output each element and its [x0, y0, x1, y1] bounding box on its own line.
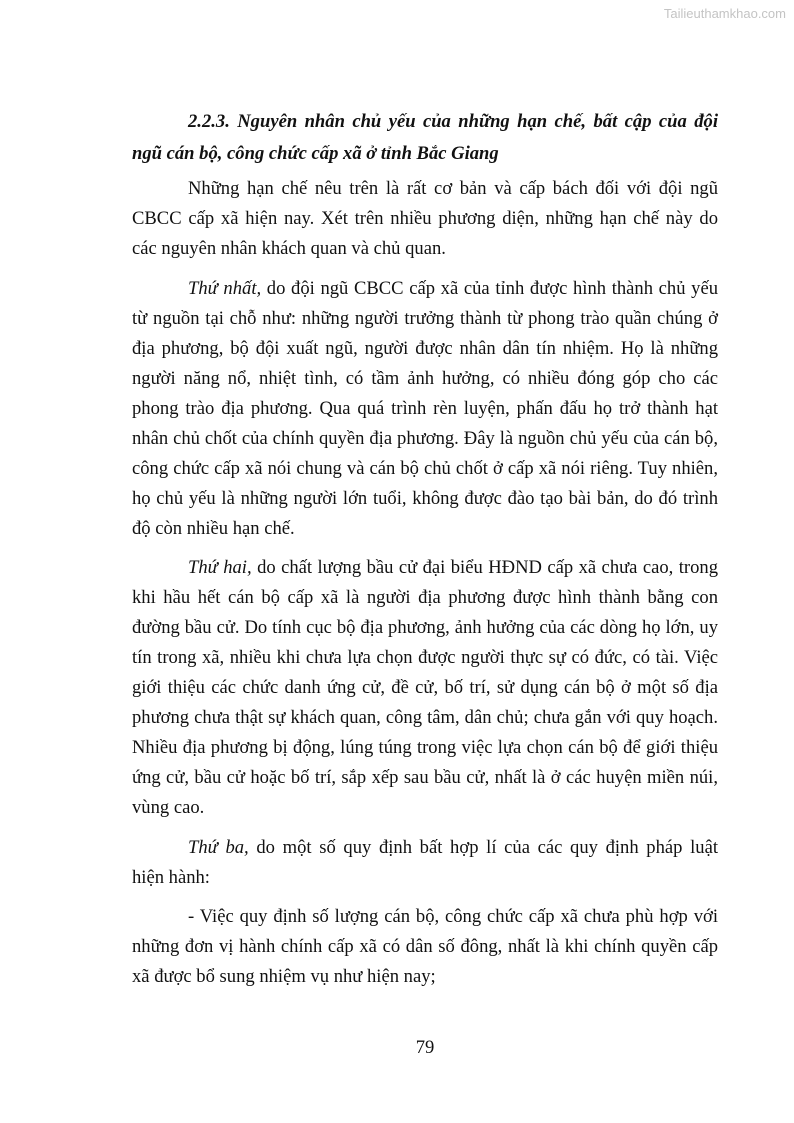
- paragraph: [132, 902, 718, 992]
- watermark-text: Tailieuthamkhao.com: [663, 6, 786, 21]
- paragraph-lead: Thứ ba,: [188, 836, 249, 858]
- paragraph: [132, 274, 718, 544]
- paragraph-line: [132, 833, 718, 863]
- paragraph-line: xã được bổ sung nhiệm vụ như hiện nay;: [132, 966, 436, 987]
- paragraph-lead: Thứ nhất,: [188, 277, 262, 299]
- paragraph-line: hiện hành:: [132, 866, 210, 888]
- paragraph-line: tín trong xã, nhiều khi chưa lựa chọn được người thực sự có đức, có tài. Việc: [132, 647, 718, 668]
- paragraph-line: người năng nổ, nhiệt tình, có tầm ảnh hưởng, có nhiều đóng góp cho các: [132, 367, 718, 389]
- document-body: [132, 106, 718, 992]
- paragraph: [132, 833, 718, 893]
- paragraph-line: những đơn vị hành chính cấp xã có dân số đông, nhất là khi chính quyền cấp: [132, 936, 718, 957]
- paragraph-line: [132, 274, 718, 304]
- paragraph: [132, 553, 718, 823]
- paragraph-line: nhân chủ chốt của chính quyền địa phương. Đây là nguồn chủ yếu của cán bộ,: [132, 427, 718, 449]
- paragraph-line: phong trào địa phương. Qua quá trình rèn luyện, phấn đấu họ trở thành hạt: [132, 397, 718, 419]
- paragraph-lead: Thứ hai,: [188, 557, 252, 578]
- paragraph-line: họ chủ yếu là những người lớn tuổi, không được đào tạo bài bản, do đó trình: [132, 487, 718, 509]
- paragraph-line: Những hạn chế nêu trên là rất cơ bản và cấp bách đối với đội ngũ: [188, 178, 718, 199]
- paragraph-line: công chức cấp xã nói chung và cán bộ chủ chốt ở cấp xã nói riêng. Tuy nhiên,: [132, 457, 718, 479]
- heading-line: ngũ cán bộ, công chức cấp xã ở tỉnh Bắc Giang: [132, 143, 499, 164]
- paragraph-line: các nguyên nhân khách quan và chủ quan.: [132, 238, 446, 259]
- paragraph-line: khi hầu hết cán bộ cấp xã là người địa phương được hình thành bằng con: [132, 587, 718, 608]
- paragraph-line: giới thiệu các chức danh ứng cử, đề cử, bố trí, sử dụng cán bộ ở một số địa: [132, 677, 718, 698]
- page-number: 79: [415, 1037, 435, 1058]
- paragraph-line: vùng cao.: [132, 797, 205, 818]
- paragraph-line: từ nguồn tại chỗ như: những người trưởng thành từ phong trào quần chúng ở: [132, 307, 718, 329]
- paragraph-text: do chất lượng bầu cử đại biểu HĐND cấp xã chưa cao, trong: [257, 557, 718, 578]
- heading-line: 2.2.3. Nguyên nhân chủ yếu của những hạn chế, bất cập của đội: [188, 111, 718, 132]
- paragraph: [132, 174, 718, 264]
- paragraph-line: CBCC cấp xã hiện nay. Xét trên nhiều phương diện, những hạn chế này do: [132, 208, 718, 229]
- paragraph-line: phương chưa thật sự khách quan, công tâm, dân chủ; chưa gắn với quy hoạch.: [132, 707, 718, 728]
- paragraph-line: - Việc quy định số lượng cán bộ, công chức cấp xã chưa phù hợp với: [188, 906, 718, 927]
- section-heading: [132, 106, 718, 170]
- paragraph-line: đường bầu cử. Do tính cục bộ địa phương, ảnh hưởng của các dòng họ lớn, uy: [132, 617, 718, 638]
- paragraph-text: do đội ngũ CBCC cấp xã của tỉnh được hình thành chủ yếu: [266, 277, 719, 299]
- paragraph-line: địa phương, bộ đội xuất ngũ, người được nhân dân tín nhiệm. Họ là những: [132, 337, 718, 359]
- paragraph-line: độ còn nhiều hạn chế.: [132, 517, 295, 539]
- paragraph-line: ứng cử, bầu cử hoặc bố trí, sắp xếp sau bầu cử, nhất là ở các huyện miền núi,: [132, 767, 718, 788]
- paragraph-line: [132, 553, 718, 583]
- paragraph-text: do một số quy định bất hợp lí của các quy định pháp luật: [256, 836, 718, 858]
- paragraph-line: Nhiều địa phương bị động, lúng túng trong việc lựa chọn cán bộ để giới thiệu: [132, 737, 718, 758]
